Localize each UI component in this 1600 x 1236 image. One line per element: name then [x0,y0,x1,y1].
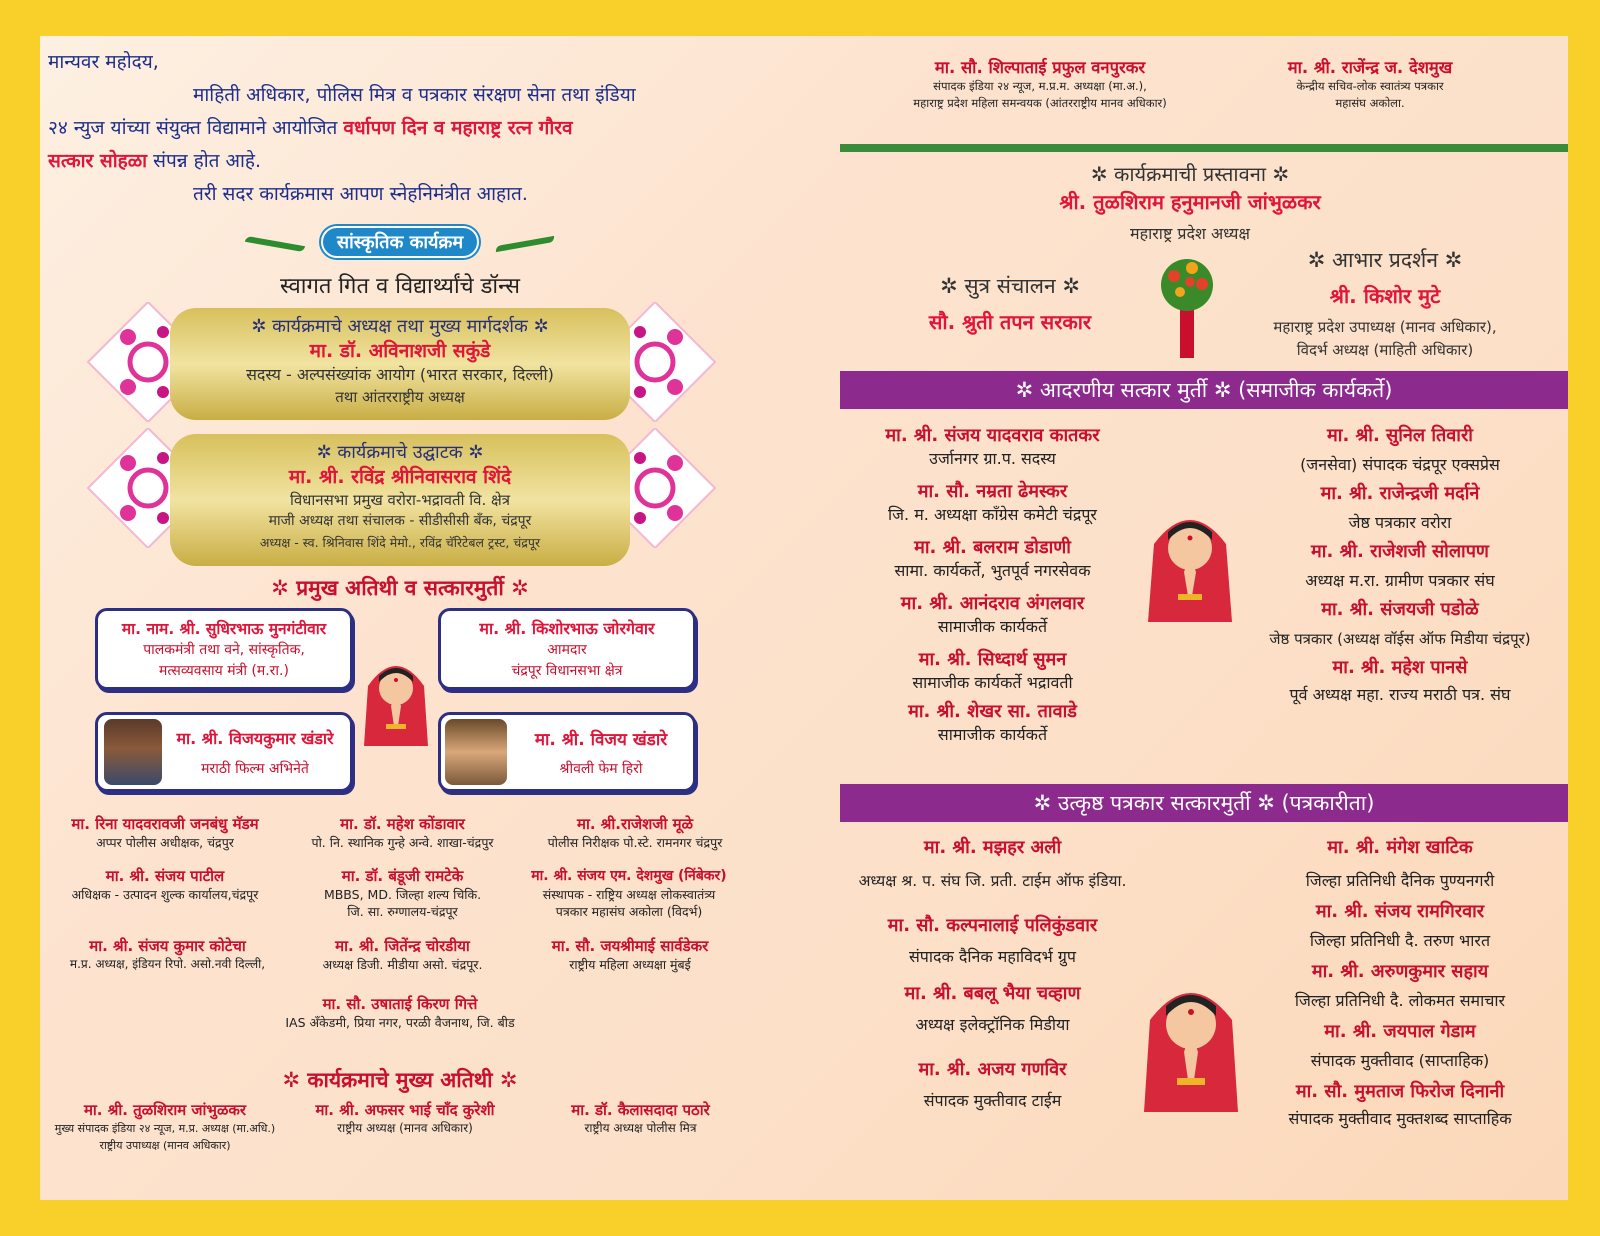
guest-name: मा. श्री. जितेंन्द्र चोरडीया [335,937,470,955]
honoree-name: मा. श्री. शेखर सा. तावाडे [908,701,1077,722]
guest-card [95,608,353,690]
floral-right-top [625,302,725,422]
honoree-desc: जि. म. अध्यक्षा कॉंग्रेस कमेटी चंद्रपूर [888,505,1097,524]
main-guest-entry [285,1100,525,1137]
inaugurator-heading: ✲ कार्यक्रमाचे उद्घाटक ✲ [316,442,484,463]
inaugurator-name: मा. श्री. रविंद्र श्रीनिवासराव शिंदे [288,466,512,488]
honoree-name: मा. श्री. आनंदराव अंगलवार [900,593,1085,614]
honoree-name: मा. श्री. अजय गणविर [918,1059,1067,1080]
guest-entry [285,814,520,851]
guest-desc: संपादक इंडिया २४ न्यूज, म.प्र.म. अध्यक्षा (मा.अ.), [933,79,1147,93]
honoree-name: मा. श्री. अरुणकुमार सहाय [1311,961,1489,982]
guest-desc: MBBS, MD. जिल्हा शल्य चिकि. [323,887,482,902]
intro-line-4: तरी सदर कार्यक्रमास आपण स्नेहनिमंत्रीत आहात. [193,183,528,205]
social-left-column [840,424,1145,746]
guest-card-desc: मत्सव्यवसाय मंत्री (म.रा.) [159,663,289,679]
guest-name: मा. रिना यादवरावजी जनबंधु मॅडम [71,815,259,833]
floral-left-top [78,302,178,422]
honoree-name: मा. श्री. महेश पानसे [1332,657,1468,678]
honoree-name: मा. श्री. सुनिल तिवारी [1327,425,1473,446]
president-name: मा. डॉ. अविनाशजी सकुंडे [309,340,491,362]
prastavana-desc: महाराष्ट्र प्रदेश अध्यक्ष [1130,224,1250,243]
abhar-name: श्री. किशोर मुटे [1329,284,1441,308]
guest-desc: अधिक्षक - उत्पादन शुल्क कार्यालय,चंद्रपूर [71,887,259,902]
guest-card-desc: श्रीवली फेम हिरो [559,761,643,777]
honoree-desc: उर्जानगर ग्रा.प. सदस्य [929,449,1056,468]
journalists-banner: ✲ उत्कृष्ठ पत्रकार सत्कारमुर्ती ✲ (पत्रकारीता) [840,784,1568,822]
guest-entry [40,866,290,903]
guest-entry [295,866,510,920]
leaf-left-decoration [245,236,305,252]
honoree-desc: संपादक मुक्तीवाद मुक्तशब्द साप्ताहिक [1288,1109,1512,1128]
guest-card-desc: मराठी फिल्म अभिनेते [201,761,309,777]
cultural-pill-wrap [300,226,500,258]
floral-left-bottom [78,428,178,548]
honoree-name: मा. श्री. संजय रामगिरवार [1315,901,1485,922]
guest-name: मा. सौ. उषाताई किरण गित्ते [322,995,478,1013]
guest-desc: म.प्र. अध्यक्ष, इंडियन रिपो. असो.नवी दिल्ली, [69,957,266,971]
guest-card [95,712,353,792]
guest-name: मा. श्री. संजय कुमार कोटेचा [89,937,246,955]
honoree-name: मा. श्री. सिध्दार्थ सुमन [918,649,1067,670]
guest-desc: राष्ट्रीय उपाध्यक्ष (मानव अधिकार) [99,1139,231,1152]
invitation-card [40,36,1568,1200]
honoree-name: मा. श्री. राजेन्द्रजी मर्दाने [1320,483,1480,504]
guest-entry [40,814,290,851]
guest-desc: राष्ट्रीय अध्यक्ष पोलीस मित्र [584,1121,697,1135]
event-title-part-1: वर्धापण दिन व महाराष्ट्र रत्न गौरव [343,117,573,139]
guest-desc: अप्पर पोलीस अधीक्षक, चंद्रपुर [96,835,234,850]
sutra-heading: ✲ सुत्र संचालन ✲ [940,274,1080,298]
inaugurator-box [170,434,630,566]
guest-card-desc: आमदार [547,642,587,658]
prastavana-heading: ✲ कार्यक्रमाची प्रस्तावना ✲ [1090,162,1290,186]
honoree-desc: सामा. कार्यकर्ते, भुतपूर्व नगरसेवक [894,561,1091,580]
guest-name: मा. श्री. संजय पाटील [105,867,225,885]
social-workers-banner: ✲ आदरणीय सत्कार मुर्ती ✲ (समाजीक कार्यकर्ते) [840,371,1568,409]
president-desc-1: सदस्य - अल्पसंख्यांक आयोग (भारत सरकार, दिल्ली) [246,365,554,384]
sutra-name: सौ. श्रुती तपन सरकार [928,310,1092,334]
guest-card-name: मा. नाम. श्री. सुधिरभाऊ मुनगंटीवार [121,620,327,638]
press-left-column [840,836,1145,1112]
guest-desc: केन्द्रीय सचिव-लोक स्वातंत्र्य पत्रकार [1296,79,1444,93]
top-right-entry [1220,58,1520,112]
intro-line-3 [48,145,818,178]
guest-desc: जि. सा. रुग्णालय-चंद्रपूर [347,904,458,919]
honoree-desc: जेष्ठ पत्रकार वरोरा [1348,513,1452,532]
intro-letter [48,46,818,211]
intro-line-2-text: २४ न्युज यांच्या संयुक्त विद्यामाने आयोजित [48,117,344,139]
floral-right-bottom [625,428,725,548]
salutation: मान्यवर महोदय, [48,51,159,73]
guest-name: मा. डॉ. कैलासदादा पठारे [571,1101,710,1119]
prastavana-name: श्री. तुळशिराम हनुमानजी जांभुळकर [1059,190,1321,214]
honoree-name: मा. श्री. जयपाल गेडाम [1324,1021,1476,1042]
guest-photo [445,719,507,785]
guest-desc: मुख्य संपादक इंडिया २४ न्यूज, म.प्र. अध्यक्ष (मा.अधि.) [54,1122,276,1135]
honoree-name: मा. श्री. बलराम डोडाणी [914,537,1071,558]
honoree-name: मा. श्री. संजयजी पडोळे [1321,599,1479,620]
president-desc-2: तथा आंतरराष्ट्रीय अध्यक्ष [335,388,465,406]
main-guests-heading: ✲ कार्यक्रमाचे मुख्य अतिथी ✲ [282,1068,518,1092]
intro-line-2 [48,112,818,145]
honoree-name: मा. श्री. मझहर अली [923,837,1062,858]
main-guest-entry [528,1100,753,1137]
guest-card-desc: चंद्रपूर विधानसभा क्षेत्र [511,663,623,679]
guest-photo [104,719,162,785]
cultural-program-pill: सांस्कृतिक कार्यक्रम [321,226,479,258]
intro-line-3-text: संपन्न होत आहे. [147,150,262,172]
bouquet-icon [1152,250,1222,360]
guest-desc: IAS अँकेडमी, प्रिया नगर, परळी वैजनाथ, जि. बीड [285,1015,515,1030]
honoree-desc: अध्यक्ष म.रा. ग्रामीण पत्रकार संघ [1305,571,1495,590]
guest-desc: राष्ट्रीय महिला अध्यक्षा मुंबई [569,957,691,972]
honoree-desc: जिल्हा प्रतिनिधी दैनिक पुण्यनगरी [1305,871,1495,890]
guest-name: मा. श्री. संजय एम. देशमुख (निंबेकर) [531,868,727,884]
guest-card-name: मा. श्री. किशोरभाऊ जोरगेवार [479,619,655,638]
abhar-desc [1220,316,1550,362]
guest-card [438,608,696,690]
guest-entry [520,814,750,851]
guest-entry [510,936,750,973]
guest-name: मा. डॉ. बंडूजी रामटेके [341,867,464,885]
cultural-subtitle: स्वागत गित व विद्यार्थ्यांचे डॉन्स [279,274,521,299]
top-right-entry [850,58,1230,112]
guest-name: मा. सौ. शिल्पाताई प्रफुल वनपुरकर [934,58,1146,77]
guest-desc: महाराष्ट्र प्रदेश महिला समन्वयक (आंतरराष्ट्रीय मानव अधिकार) [913,96,1167,110]
honoree-desc: अध्यक्ष श्र. प. संघ जि. प्रती. टाईम ऑफ इंडिया. [858,872,1127,890]
green-divider [840,144,1568,152]
honoree-desc: जेष्ठ पत्रकार (अध्यक्ष वॉईस ऑफ मिडीया चंद्रपूर) [1269,630,1531,648]
abhar-heading: ✲ आभार प्रदर्शन ✲ [1307,248,1463,272]
guest-desc: अध्यक्ष डिजी. मीडीया असो. चंद्रपूर. [322,957,483,972]
honoree-desc: पूर्व अध्यक्ष महा. राज्य मराठी पत्र. संघ [1289,685,1511,704]
honoree-name: मा. श्री. मंगेश खाटिक [1327,837,1473,858]
chief-guests-heading: ✲ प्रमुख अतिथी व सत्कारमुर्ती ✲ [271,576,529,600]
guest-name: मा. श्री. तुळशिराम जांभुळकर [83,1101,247,1119]
abhar-desc-2: विदर्भ अध्यक्ष (माहिती अधिकार) [1296,341,1474,359]
abhar-desc-1: महाराष्ट्र प्रदेश उपाध्यक्ष (मानव अधिकार), [1273,318,1497,336]
honoree-name: मा. श्री. राजेशजी सोलापण [1311,541,1489,562]
president-box [170,308,630,420]
honoree-name: मा. श्री. संजय यादवराव कातकर [885,425,1100,446]
guest-entry [40,936,295,973]
president-heading: ✲ कार्यक्रमाचे अध्यक्ष तथा मुख्य मार्गदर्शक ✲ [251,316,549,337]
honoree-name: मा. सौ. मुमताज फिरोज दिनानी [1295,1081,1505,1102]
honoree-name: मा. सौ. कल्पनालाई पलिकुंडवार [887,915,1098,936]
guest-desc: संस्थापक - राष्ट्रिय अध्यक्ष लोकस्वातंत्र्य [542,887,716,902]
guest-desc: महासंघ अकोला. [1335,96,1405,110]
guest-name: मा. श्री. अफसर भाई चॉंद कुरेशी [315,1101,495,1119]
guest-desc: पोलीस निरीक्षक पो.स्टे. रामनगर चंद्रपुर [547,835,723,850]
honoree-desc: सामाजीक कार्यकर्ते [937,617,1048,636]
inaugurator-desc-3: अध्यक्ष - स्व. श्रिनिवास शिंदे मेमो., रविंद्र चॅरिटेबल ट्रस्ट, चंद्रपूर [259,535,541,550]
honoree-desc: अध्यक्ष इलेक्ट्रॉनिक मिडीया [915,1015,1070,1034]
honoree-desc: संपादक मुक्तीवाद (साप्ताहिक) [1310,1051,1490,1070]
social-right-column [1235,424,1565,706]
honoree-name: मा. सौ. नम्रता ढेमस्कर [917,481,1068,502]
honoree-name: मा. श्री. बबलू भैया चव्हाण [904,983,1081,1004]
guest-name: मा. सौ. जयश्रीमाई सार्वडेकर [551,937,709,955]
guest-card-name: मा. श्री. विजय खंडारे [534,730,668,750]
leaf-right-decoration [495,236,555,252]
namaste-woman-illustration [1136,966,1246,1116]
namaste-woman-illustration [358,646,434,756]
honoree-desc: सामाजीक कार्यकर्ते [937,725,1048,744]
namaste-woman-illustration [1140,496,1240,626]
honoree-desc: सामाजीक कार्यकर्ते भद्रावती [912,673,1073,692]
main-guest-entry [40,1100,290,1154]
event-title-part-2: सत्कार सोहळा [48,150,148,172]
honoree-desc: (जनसेवा) संपादक चंद्रपूर एक्सप्रेस [1300,455,1500,474]
guest-desc: राष्ट्रीय अध्यक्ष (मानव अधिकार) [337,1121,473,1135]
guest-desc: पत्रकार महासंघ अकोला (विदर्भ) [555,904,703,919]
guest-name: मा. श्री.राजेशजी मूळे [577,815,693,833]
guest-entry [230,994,570,1031]
honoree-desc: संपादक मुक्तीवाद टाईम [923,1091,1062,1110]
guest-name: मा. श्री. राजेंन्द्र ज. देशमुख [1287,58,1453,77]
honoree-desc: जिल्हा प्रतिनिधी दै. तरुण भारत [1309,931,1491,950]
guest-card [438,712,696,792]
inaugurator-desc-2: माजी अध्यक्ष तथा संचालक - सीडीसीसी बँक, चंद्रपूर [268,513,532,529]
inaugurator-desc-1: विधानसभा प्रमुख वरोरा-भद्रावती वि. क्षेत्र [289,491,511,509]
guest-name: मा. डॉ. महेश कोंडावार [340,815,465,833]
guest-card-desc: पालकमंत्री तथा वने, सांस्कृतिक, [143,642,305,658]
honoree-desc: जिल्हा प्रतिनिधी दै. लोकमत समाचार [1294,991,1506,1010]
guest-card-name: मा. श्री. विजयकुमार खंडारे [176,729,334,748]
intro-line-1: माहिती अधिकार, पोलिस मित्र व पत्रकार संरक्षण सेना तथा इंडिया [193,84,636,106]
guest-entry [508,866,750,920]
guest-desc: पो. नि. स्थानिक गुन्हे अन्वे. शाखा-चंद्रपुर [311,835,494,850]
honoree-desc: संपादक दैनिक महाविदर्भ ग्रुप [908,947,1076,966]
press-right-column [1235,836,1565,1130]
guest-entry [295,936,510,973]
